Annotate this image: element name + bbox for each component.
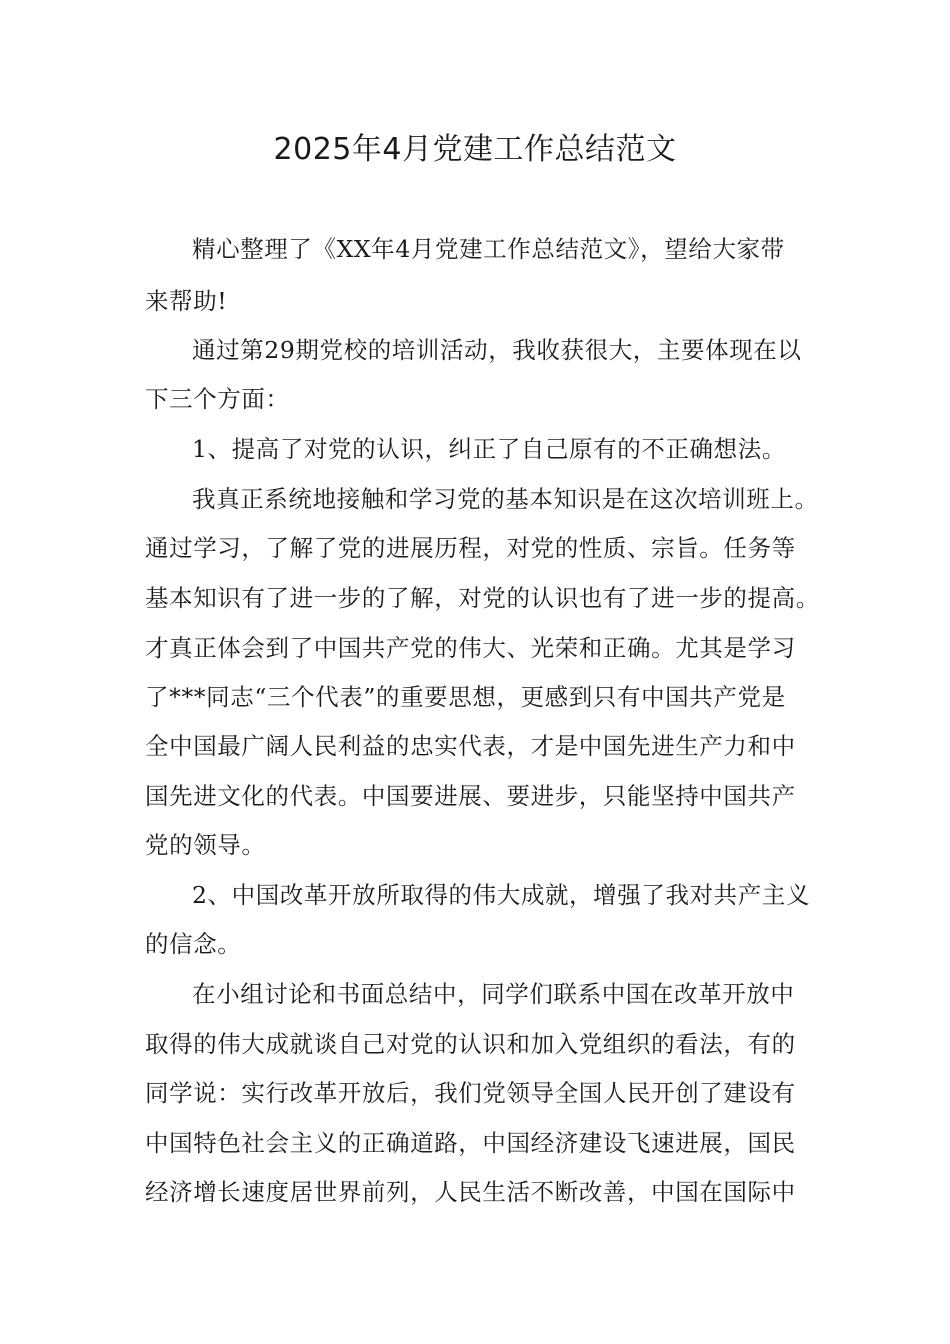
paragraph-line: 基本知识有了进一步的了解，对党的认识也有了进一步的提高。	[145, 584, 820, 612]
paragraph-line: 国先进文化的代表。中国要进展、要进步，只能坚持中国共产	[145, 782, 796, 810]
paragraph-line: 我真正系统地接触和学习党的基本知识是在这次培训班上。	[192, 485, 819, 513]
paragraph-line: 精心整理了《XX年4月党建工作总结范文》，望给大家带	[192, 235, 785, 263]
document-title: 2025年4月党建工作总结范文	[273, 132, 677, 167]
numbered-point-line: 2、中国改革开放所取得的伟大成就，增强了我对共产主义	[192, 881, 811, 909]
paragraph-line: 的信念。	[145, 930, 242, 958]
paragraph-line: 下三个方面：	[145, 385, 290, 413]
paragraph-line: 在小组讨论和书面总结中，同学们联系中国在改革开放中	[192, 980, 795, 1008]
paragraph-line: 全中国最广阔人民利益的忠实代表，才是中国先进生产力和中	[145, 732, 796, 760]
paragraph-line: 来帮助!	[145, 287, 228, 315]
paragraph-line: 中国特色社会主义的正确道路，中国经济建设飞速进展，国民	[145, 1129, 796, 1157]
paragraph-line: 党的领导。	[145, 831, 266, 859]
paragraph-line: 经济增长速度居世界前列，人民生活不断改善，中国在国际中	[145, 1178, 796, 1206]
paragraph-line: 通过第29期党校的培训活动，我收获很大，主要体现在以	[192, 336, 802, 364]
paragraph-line: 才真正体会到了中国共产党的伟大、光荣和正确。尤其是学习	[145, 634, 796, 662]
paragraph-line: 通过学习，了解了党的进展历程，对党的性质、宗旨。任务等	[145, 534, 796, 562]
numbered-point-line: 1、提高了对党的认识，纠正了自己原有的不正确想法。	[192, 435, 786, 463]
paragraph-line: 取得的伟大成就谈自己对党的认识和加入党组织的看法，有的	[145, 1030, 796, 1058]
paragraph-line: 同学说：实行改革开放后，我们党领导全国人民开创了建设有	[145, 1079, 796, 1107]
paragraph-line: 了***同志“三个代表”的重要思想，更感到只有中国共产党是	[145, 683, 786, 711]
